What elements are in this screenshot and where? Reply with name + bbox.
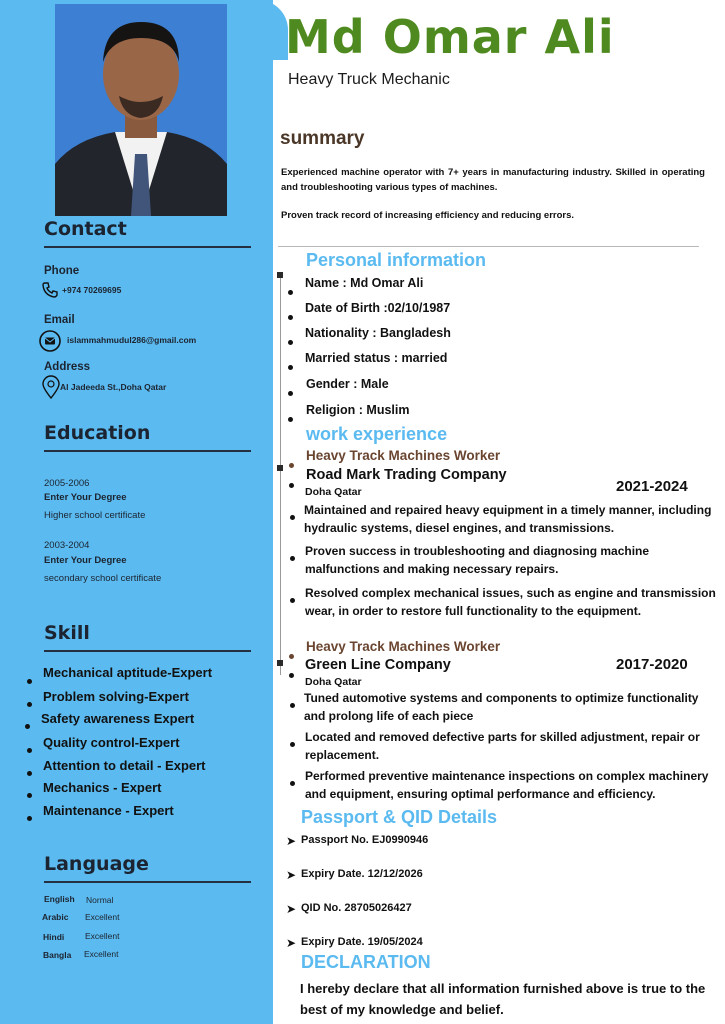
declaration-title: DECLARATION <box>301 952 431 972</box>
personal-item: Gender : Male <box>306 377 389 391</box>
skill-bullet <box>27 808 33 814</box>
phone-value[interactable]: +974 70269695 <box>62 285 122 295</box>
email-value[interactable]: islammahmudul286@gmail.com <box>67 335 197 345</box>
arrow-bullet-icon: ➤ <box>286 834 297 848</box>
job-bullet <box>289 665 294 683</box>
language-divider <box>44 881 251 883</box>
language-title: Language <box>44 853 149 875</box>
language-level: Excellent <box>85 931 120 941</box>
contact-title: Contact <box>44 218 127 240</box>
passport-title: Passport & QID Details <box>301 807 498 827</box>
email-label: Email <box>44 314 75 326</box>
skill-bullet <box>25 716 31 722</box>
skill-bullet <box>27 694 33 700</box>
personal-info-title: Personal information <box>306 250 487 270</box>
address-value: Al Jadeeda St.,Doha Qatar <box>60 382 167 392</box>
language-level: Excellent <box>84 949 119 959</box>
arrow-bullet-icon: ➤ <box>286 936 297 950</box>
job-duty: Maintained and repaired heavy equipment in a timely manner, including hydraulic systems, diesel engines, and transmissions. <box>304 503 712 535</box>
education-detail: secondary school certificate <box>44 573 162 584</box>
job-bullet <box>289 646 294 664</box>
language-level: Normal <box>86 895 114 905</box>
personal-item: Religion : Muslim <box>306 403 410 417</box>
declaration-text: I hereby declare that all information furnished above is true to the best of my knowledge and belief. <box>300 981 706 1017</box>
phone-icon <box>42 282 58 298</box>
passport-item: Expiry Date. 12/12/2026 <box>301 868 423 880</box>
skill-item: Mechanical aptitude-Expert <box>43 665 213 680</box>
address-label: Address <box>44 361 91 373</box>
passport-item: Passport No. EJ0990946 <box>301 834 429 846</box>
job-duty: Resolved complex mechanical issues, such as engine and transmission wear, in order to restore full functionality to the equipment. <box>305 586 716 618</box>
job-years: 2017-2020 <box>616 656 688 673</box>
skill-item: Maintenance - Expert <box>43 803 174 818</box>
personal-bullet <box>288 383 293 401</box>
education-detail: Higher school certificate <box>44 510 146 521</box>
timeline-marker <box>277 660 283 666</box>
education-degree: Enter Your Degree <box>44 492 127 503</box>
job-company: Road Mark Trading Company <box>306 467 507 483</box>
education-years: 2005-2006 <box>44 478 90 489</box>
job-duty-bullet <box>290 548 295 566</box>
skill-divider <box>44 650 251 652</box>
personal-item: Nationality : Bangladesh <box>305 326 451 340</box>
passport-item: Expiry Date. 19/05/2024 <box>301 936 423 948</box>
skill-item: Safety awareness Expert <box>41 711 195 726</box>
arrow-bullet-icon: ➤ <box>286 902 297 916</box>
passport-item: QID No. 28705026427 <box>301 902 412 914</box>
summary-paragraph: Experienced machine operator with 7+ years in manufacturing industry. Skilled in operating and troubleshooting various types of machines. <box>281 167 705 193</box>
skill-bullet <box>27 740 33 746</box>
skill-title: Skill <box>44 622 90 644</box>
education-years: 2003-2004 <box>44 540 90 551</box>
skill-item: Attention to detail - Expert <box>43 758 206 773</box>
personal-item: Married status : married <box>305 351 448 365</box>
job-location: Doha Qatar <box>305 676 362 688</box>
candidate-name: Md Omar Ali <box>285 10 615 64</box>
job-bullet <box>289 475 294 493</box>
job-location: Doha Qatar <box>305 486 362 498</box>
job-duty: Performed preventive maintenance inspections on complex machinery and equipment, ensuring optimal performance and efficiency. <box>305 769 709 801</box>
education-title: Education <box>44 422 151 444</box>
job-duty-bullet <box>290 773 295 791</box>
timeline-line <box>280 273 281 675</box>
summary-paragraph: Proven track record of increasing efficiency and reducing errors. <box>281 210 575 221</box>
personal-item: Date of Birth :02/10/1987 <box>305 301 451 315</box>
summary-divider <box>278 246 699 247</box>
job-company: Green Line Company <box>305 657 451 673</box>
location-pin-icon <box>42 375 60 399</box>
personal-bullet <box>288 357 293 375</box>
skill-bullet <box>27 671 33 677</box>
language-name: Arabic <box>42 912 69 922</box>
summary-title: summary <box>280 128 365 149</box>
skill-item: Mechanics - Expert <box>43 780 162 795</box>
language-name: Hindi <box>43 932 65 942</box>
skill-item: Quality control-Expert <box>43 735 180 750</box>
job-position: Heavy Track Machines Worker <box>306 639 501 654</box>
timeline-marker <box>277 272 283 278</box>
job-title: Heavy Truck Mechanic <box>288 71 450 88</box>
phone-label: Phone <box>44 265 80 277</box>
personal-bullet <box>288 332 293 350</box>
education-degree: Enter Your Degree <box>44 555 127 566</box>
language-name: English <box>44 894 75 904</box>
arrow-bullet-icon: ➤ <box>286 868 297 882</box>
job-duty: Located and removed defective parts for skilled adjustment, repair or replacement. <box>305 730 700 762</box>
job-bullet <box>289 455 294 473</box>
skill-item: Problem solving-Expert <box>43 689 189 704</box>
work-experience-title: work experience <box>306 424 448 444</box>
job-position: Heavy Track Machines Worker <box>306 448 501 463</box>
skill-bullet <box>27 785 33 791</box>
sidebar-edge <box>258 0 288 60</box>
skill-bullet <box>27 763 33 769</box>
timeline-marker <box>277 465 283 471</box>
personal-bullet <box>288 307 293 325</box>
contact-divider <box>44 246 251 248</box>
job-duty: Proven success in troubleshooting and diagnosing machine malfunctions and making necessary repairs. <box>305 544 650 576</box>
personal-bullet <box>288 409 293 427</box>
language-level: Excellent <box>85 912 120 922</box>
job-duty: Tuned automotive systems and components to optimize functionality and prolong life of each piece <box>304 691 699 723</box>
personal-bullet <box>288 282 293 300</box>
email-icon <box>39 330 61 352</box>
job-duty-bullet <box>290 590 295 608</box>
job-duty-bullet <box>290 507 295 525</box>
profile-photo <box>55 4 227 216</box>
personal-item: Name : Md Omar Ali <box>305 276 424 290</box>
job-years: 2021-2024 <box>616 478 688 495</box>
education-divider <box>44 450 251 452</box>
language-name: Bangla <box>43 950 72 960</box>
job-duty-bullet <box>290 734 295 752</box>
job-duty-bullet <box>290 695 295 713</box>
